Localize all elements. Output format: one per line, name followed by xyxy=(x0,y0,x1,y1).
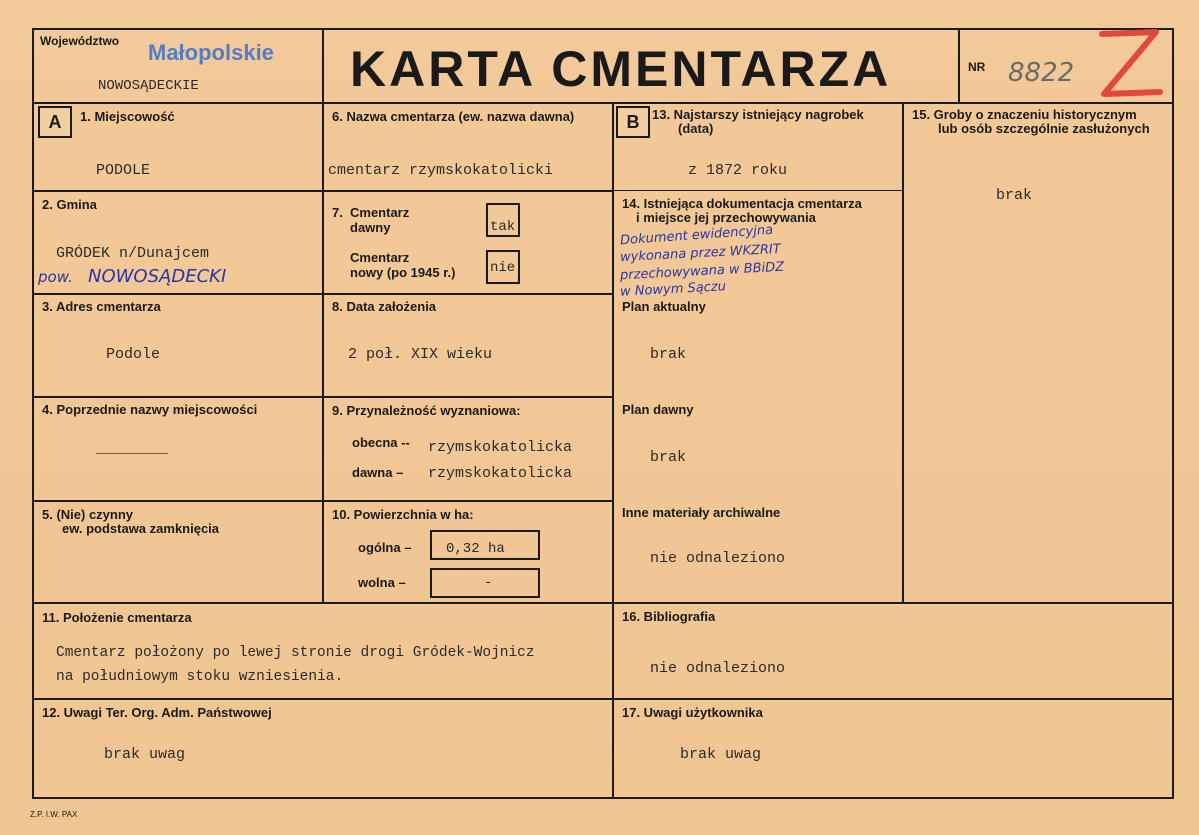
field-11-value-1: Cmentarz położony po lewej stronie drogi Gródek-Wojnicz xyxy=(56,645,535,661)
nr-label: NR xyxy=(968,60,986,74)
row-line-a1 xyxy=(32,190,614,192)
field-4-value: ________ xyxy=(96,440,169,457)
field-9-current-label: obecna -- xyxy=(352,435,410,450)
field-11-label: 11. Położenie cmentarza xyxy=(42,610,192,625)
field-9-current-value: rzymskokatolicka xyxy=(428,439,573,456)
field-7-label: 7. xyxy=(332,205,343,220)
field-4-label: 4. Poprzednie nazwy miejscowości xyxy=(42,402,258,417)
field-2-hand-prefix: pow. xyxy=(38,268,73,286)
field-15-label-2: lub osób szczególnie zasłużonych xyxy=(938,121,1150,136)
row-line-b1 xyxy=(612,190,902,191)
field-3-label: 3. Adres cmentarza xyxy=(42,299,161,314)
archives-label: Inne materiały archiwalne xyxy=(622,505,781,520)
field-6-label: 6. Nazwa cmentarza (ew. nazwa dawna) xyxy=(332,109,575,124)
field-14-hand-3: przechowywana w BBiDZ xyxy=(619,259,785,284)
col-divider-3 xyxy=(902,102,904,604)
county-typed: NOWOSĄDECKIE xyxy=(98,78,199,94)
field-10-total-label: ogólna – xyxy=(358,540,412,555)
field-14-label-2: i miejsce jej przechowywania xyxy=(636,210,816,225)
header-divider-2 xyxy=(958,28,960,104)
col-divider-2 xyxy=(612,102,614,799)
field-14-hand-1: Dokument ewidencyjna xyxy=(619,222,774,249)
printer-imprint: Z.P. I.W. PAX xyxy=(30,810,78,819)
nr-value: 8822 xyxy=(1008,58,1075,88)
field-8-label: 8. Data założenia xyxy=(332,299,437,314)
field-15-label-1: 15. Groby o znaczeniu historycznym xyxy=(912,107,1137,122)
voivodeship-stamp: Małopolskie xyxy=(148,40,274,65)
field-1-label: 1. Miejscowość xyxy=(80,109,175,124)
field-10-free-value: - xyxy=(484,575,493,591)
field-14-hand-4: w Nowym Sączu xyxy=(619,279,727,300)
plan-old-label: Plan dawny xyxy=(622,402,694,417)
field-11-value-2: na południowym stoku wzniesienia. xyxy=(56,669,344,685)
row-line-a2 xyxy=(32,293,614,295)
field-10-label: 10. Powierzchnia w ha: xyxy=(332,507,474,522)
red-z-mark xyxy=(1090,22,1166,104)
voivodeship-label: Województwo xyxy=(40,34,120,48)
plan-current-label: Plan aktualny xyxy=(622,299,706,314)
card-title: KARTA CMENTARZA xyxy=(350,41,892,97)
field-2-hand-value: NOWOSĄDECKI xyxy=(88,266,227,287)
field-13-value: z 1872 roku xyxy=(688,162,788,179)
field-2-label: 2. Gmina xyxy=(42,197,97,212)
field-5-label-2: ew. podstawa zamknięcia xyxy=(62,521,220,536)
field-14-label-1: 14. Istniejąca dokumentacja cmentarza xyxy=(622,196,862,211)
section-a-badge: A xyxy=(38,106,72,138)
field-7-old-label-1: Cmentarz xyxy=(350,205,410,220)
field-3-value: Podole xyxy=(106,346,161,363)
frame-right xyxy=(1172,28,1174,799)
header-divider-1 xyxy=(322,28,324,104)
row-line-a6 xyxy=(32,698,1174,700)
field-15-value: brak xyxy=(996,187,1033,204)
field-6-value: cmentarz rzymskokatolicki xyxy=(328,162,554,179)
section-b-badge: B xyxy=(616,106,650,138)
field-8-value: 2 poł. XIX wieku xyxy=(348,346,493,363)
field-13-label-1: 13. Najstarszy istniejący nagrobek xyxy=(652,107,864,122)
field-12-label: 12. Uwagi Ter. Org. Adm. Państwowej xyxy=(42,705,272,720)
field-2-value: GRÓDEK n/Dunajcem xyxy=(56,245,210,262)
field-14-hand-2: wykonana przez WKZRIT xyxy=(619,241,782,266)
field-10-total-value: 0,32 ha xyxy=(446,541,505,557)
field-9-former-label: dawna – xyxy=(352,465,404,480)
header-bottom xyxy=(32,102,1174,104)
field-7-new-label-2: nowy (po 1945 r.) xyxy=(350,265,456,280)
row-line-a4 xyxy=(32,500,614,502)
frame-top xyxy=(32,28,1174,30)
field-7-old-value: tak xyxy=(490,219,516,235)
plan-current-value: brak xyxy=(650,346,687,363)
field-12-value: brak uwag xyxy=(104,746,186,763)
archives-value: nie odnaleziono xyxy=(650,550,786,567)
frame-left xyxy=(32,28,34,799)
field-16-label: 16. Bibliografia xyxy=(622,609,716,624)
field-10-free-label: wolna – xyxy=(358,575,406,590)
field-16-value: nie odnaleziono xyxy=(650,660,786,677)
frame-bottom xyxy=(32,797,1174,799)
field-13-label-2: (data) xyxy=(678,121,714,136)
plan-old-value: brak xyxy=(650,449,687,466)
field-9-label: 9. Przynależność wyznaniowa: xyxy=(332,403,521,418)
field-5-label-1: 5. (Nie) czynny xyxy=(42,507,134,522)
field-7-new-value: nie xyxy=(490,260,516,276)
field-7-old-label-2: dawny xyxy=(350,220,391,235)
row-line-a5 xyxy=(32,602,1174,604)
col-divider-1 xyxy=(322,102,324,604)
field-9-former-value: rzymskokatolicka xyxy=(428,465,573,482)
field-17-label: 17. Uwagi użytkownika xyxy=(622,705,763,720)
field-7-new-label-1: Cmentarz xyxy=(350,250,410,265)
field-17-value: brak uwag xyxy=(680,746,762,763)
field-1-value: PODOLE xyxy=(96,162,151,179)
row-line-a3 xyxy=(32,396,614,398)
